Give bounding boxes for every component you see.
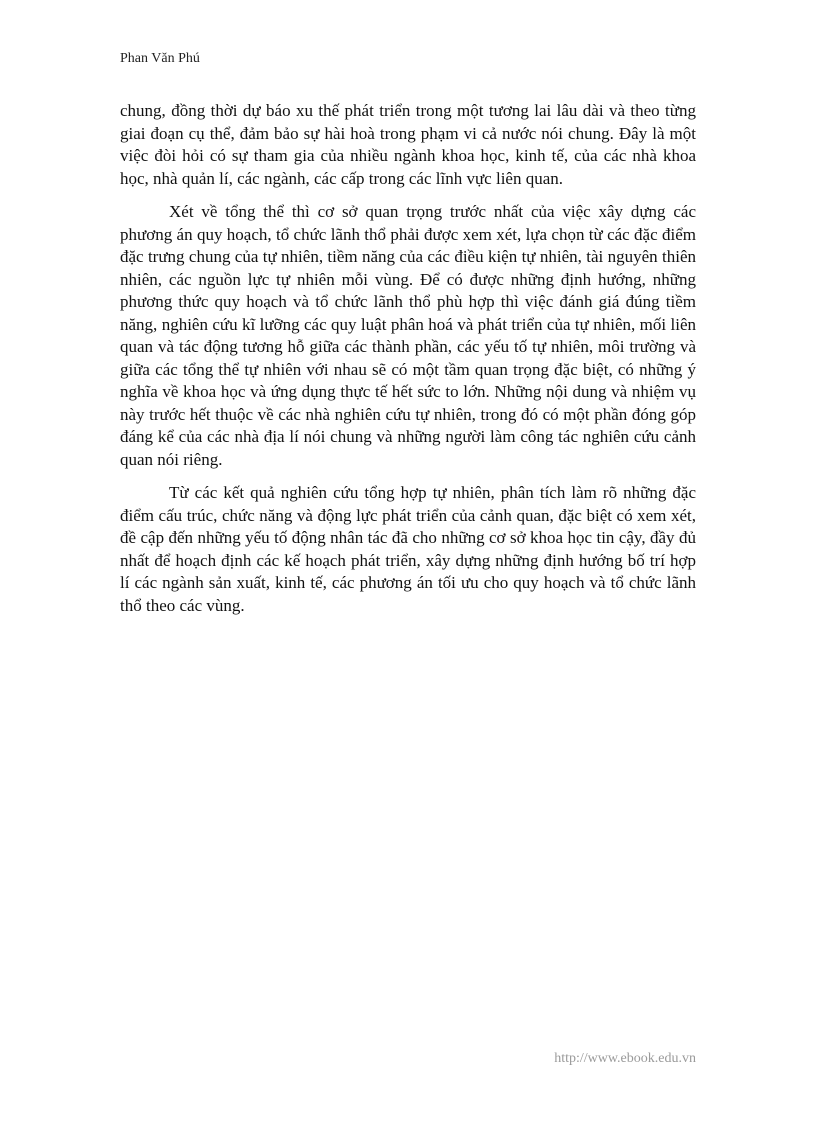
paragraph: Từ các kết quả nghiên cứu tổng hợp tự nhiên, phân tích làm rõ những đặc điểm cấu trúc, chức năng và động lực phát triển của cảnh quan, đặc biệt có xem xét, đề cập đến những yếu tố động nhân tác đã cho những cơ sở khoa học tin cậy, đầy đủ nhất để hoạch định các kế hoạch phát triển, xây dựng những định hướng bố trí hợp lí các ngành sản xuất, kinh tế, các phương án tối ưu cho quy hoạch và tổ chức lãnh thổ theo các vùng. (120, 483, 696, 615)
body-text (120, 100, 696, 628)
paragraph: Xét về tổng thể thì cơ sở quan trọng trước nhất của việc xây dựng các phương án quy hoạch, tổ chức lãnh thổ phải được xem xét, lựa chọn từ các đặc điểm đặc trưng chung của tự nhiên, tiềm năng của các điều kiện tự nhiên, tài nguyên thiên nhiên, các nguồn lực tự nhiên mỗi vùng. Để có được những định hướng, những phương thức quy hoạch và tổ chức lãnh thổ phù hợp thì việc đánh giá đúng tiềm năng, nghiên cứu kĩ lưỡng các quy luật phân hoá và phát triển của tự nhiên, mối liên quan và tác động tương hỗ giữa các thành phần, các yếu tố tự nhiên, môi trường và giữa các tổng thể tự nhiên với nhau sẽ có một tầm quan trọng đặc biệt, có những ý nghĩa về khoa học và ứng dụng thực tế hết sức to lớn. Những nội dung và nhiệm vụ này trước hết thuộc về các nhà nghiên cứu tự nhiên, trong đó có một phần đóng góp đáng kể của các nhà địa lí nói chung và những người làm công tác nghiên cứu cảnh quan nói riêng. (120, 202, 696, 469)
paragraph-continuation: chung, đồng thời dự báo xu thế phát triển trong một tương lai lâu dài và theo từng giai đoạn cụ thể, đảm bảo sự hài hoà trong phạm vi cả nước nói chung. Đây là một việc đòi hỏi có sự tham gia của nhiều ngành khoa học, kinh tế, của các nhà khoa học, nhà quản lí, các ngành, các cấp trong các lĩnh vực liên quan. (120, 101, 696, 188)
footer-url: http://www.ebook.edu.vn (554, 1051, 696, 1066)
page-header-author: Phan Văn Phú (120, 51, 200, 66)
